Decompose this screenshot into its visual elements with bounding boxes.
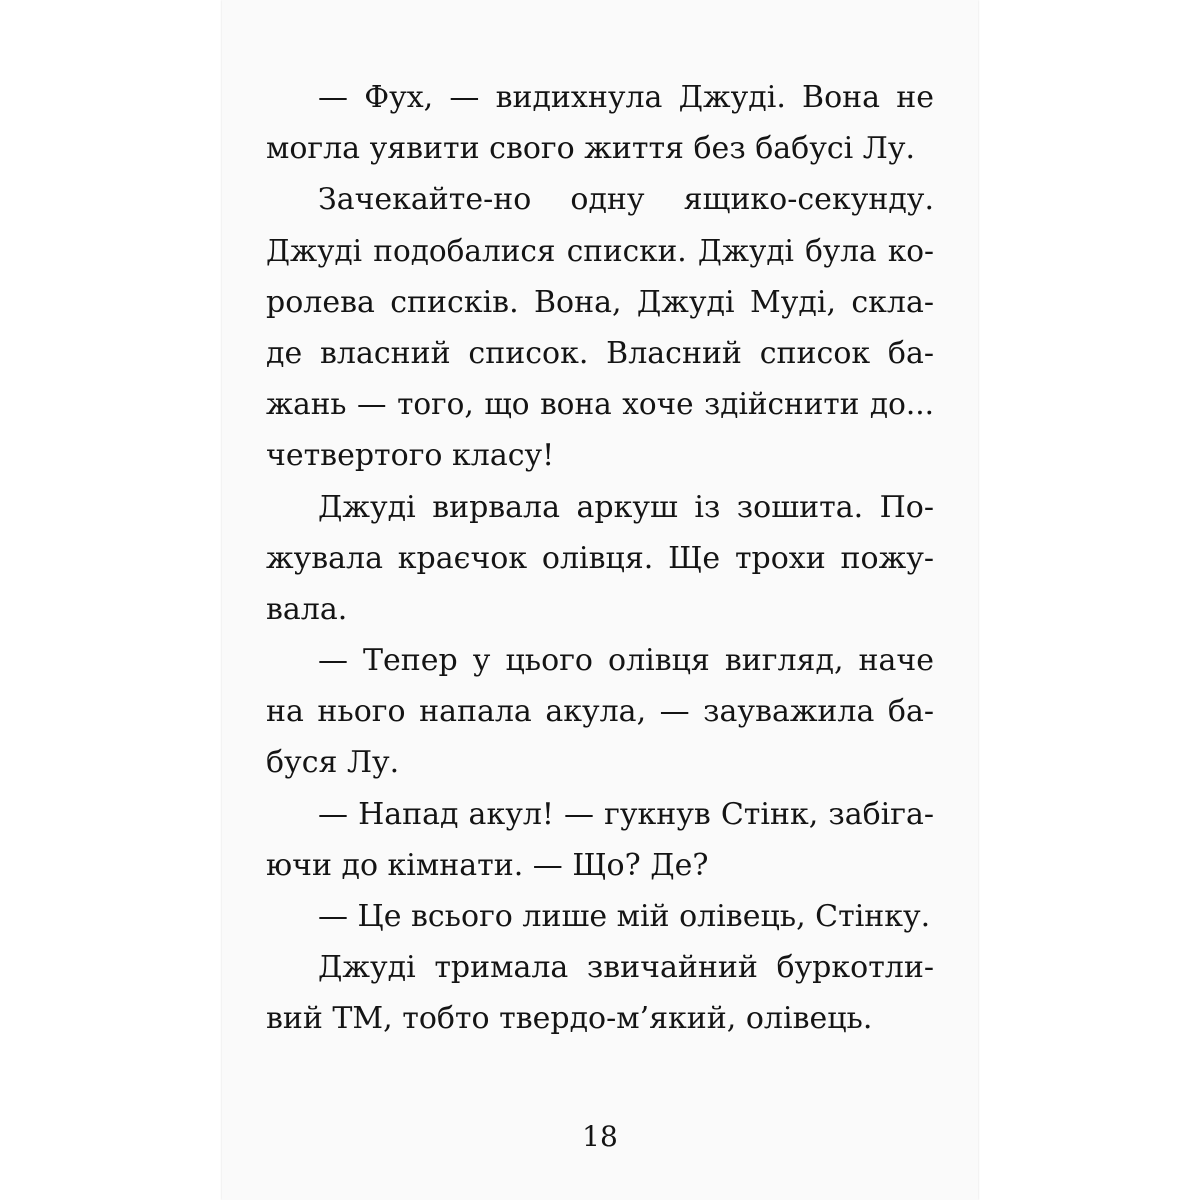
text-line: де власний список. Власний список ба-: [266, 335, 934, 371]
text-line: — Напад акул! — гукнув Стінк, забіга-: [318, 796, 934, 832]
text-line: могла уявити свого життя без бабусі Лу.: [266, 131, 916, 167]
text-line: жань — того, що вона хоче здійснити до...: [266, 387, 934, 422]
text-line: на нього напала акула, — зауважила ба-: [266, 694, 934, 730]
book-page: [222, 0, 978, 1200]
text-line: — Фух, — видихнула Джуді. Вона не: [318, 80, 934, 115]
text-line: четвертого класу!: [266, 438, 555, 474]
text-line: буся Лу.: [266, 745, 400, 781]
text-line: Зачекайте-но одну ящико-секунду.: [318, 182, 934, 218]
text-line: — Тепер у цього олівця вигляд, наче: [318, 643, 934, 679]
text-line: Джуді вирвала аркуш із зошита. По-: [318, 489, 934, 525]
text-line: — Це всього лише мій олівець, Стінку.: [318, 899, 931, 934]
body-text: [266, 72, 934, 1045]
text-line: Джуді тримала звичайний буркотли-: [318, 950, 934, 986]
text-line: вий ТМ, тобто твердо-м’який, олівець.: [266, 1001, 873, 1037]
text-line: Джуді подобалися списки. Джуді була ко-: [266, 233, 934, 268]
text-line: вала.: [266, 591, 348, 627]
text-line: ролева списків. Вона, Джуді Муді, скла-: [266, 284, 934, 320]
text-line: жувала краєчок олівця. Ще трохи пожу-: [266, 540, 934, 576]
page-number: 18: [582, 1120, 618, 1153]
text-line: ючи до кімнати. — Що? Де?: [266, 847, 709, 883]
